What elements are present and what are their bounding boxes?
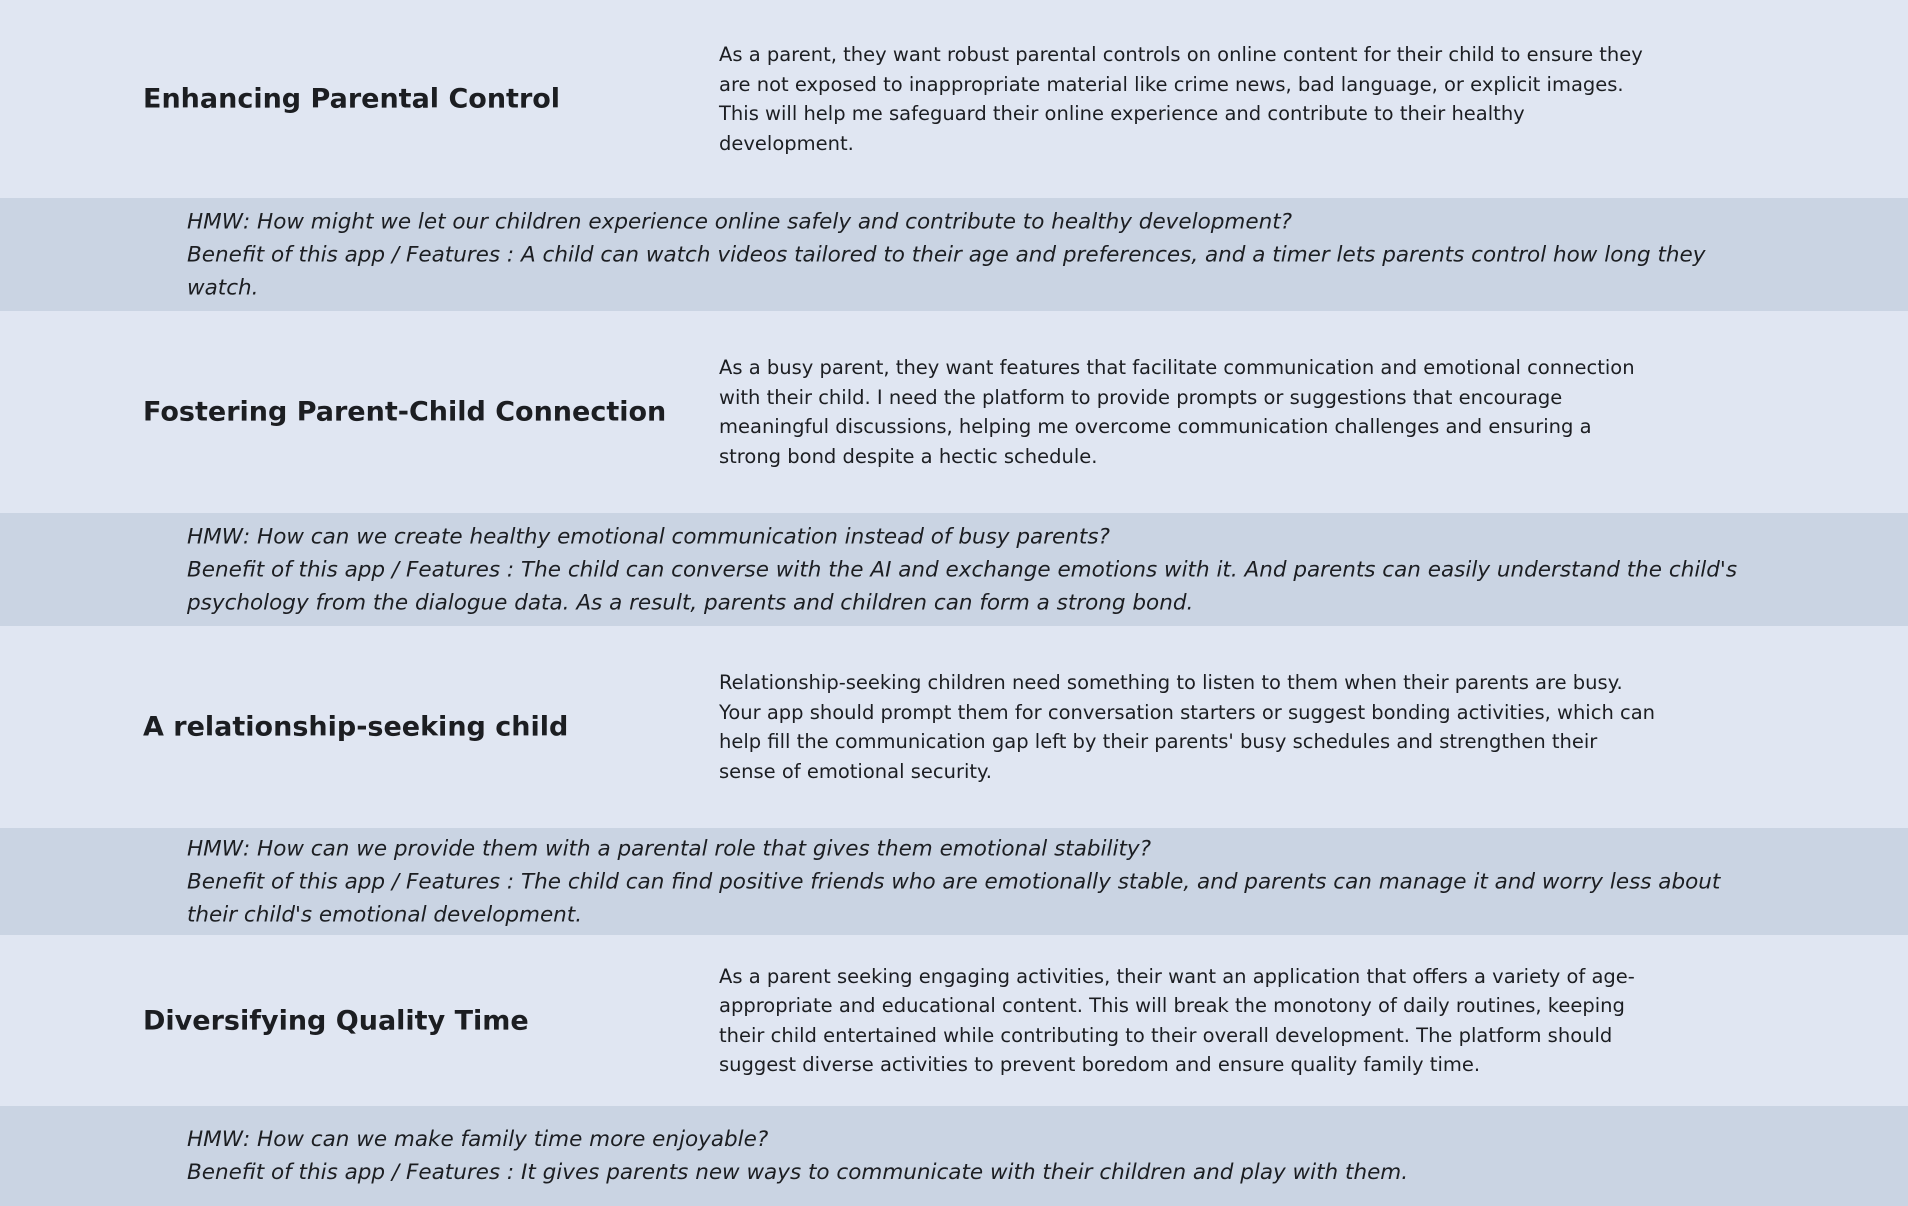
persona-section-relationship-seeking-child	[0, 626, 1908, 828]
hmw-section-relationship-seeking-child	[0, 828, 1908, 935]
persona-title: Diversifying Quality Time	[143, 1005, 529, 1036]
hmw-block	[187, 832, 1767, 931]
hmw-block	[187, 1123, 1767, 1189]
hmw-section-quality-time	[0, 1106, 1908, 1206]
persona-description: Relationship-seeking children need something to listen to them when their parents are busy. Your app should prompt them for conversation starters or suggest bonding activities, which can help fill the communication gap left by their parents' busy schedules and strengthen their sense of emotional security.	[719, 670, 1656, 783]
persona-title: Enhancing Parental Control	[143, 83, 561, 115]
hmw-question: HMW: How might we let our children experience online safely and contribute to healthy development?	[187, 209, 1293, 234]
persona-description: As a parent seeking engaging activities, their want an application that offers a variety of age-appropriate and educational content. This will break the monotony of daily routines, keeping their child entertained while contributing to their overall development. The platform should suggest diverse activities to prevent boredom and ensure quality family time.	[719, 964, 1635, 1077]
persona-description: As a parent, they want robust parental controls on online content for their child to ensure they are not exposed to inappropriate material like crime news, bad language, or explicit images. This will help me safeguard their online experience and contribute to their healthy development.	[719, 42, 1643, 155]
persona-section-quality-time	[0, 935, 1908, 1106]
benefit-text: Benefit of this app / Features : A child can watch videos tailored to their age and preferences, and a timer lets parents control how long they watch.	[187, 242, 1706, 300]
benefit-text: Benefit of this app / Features : The child can converse with the AI and exchange emotions with it. And parents can easily understand the child's psychology from the dialogue data. As a result, parents and children can form a strong bond.	[187, 557, 1738, 615]
hmw-block	[187, 520, 1767, 619]
persona-description: As a busy parent, they want features that facilitate communication and emotional connection with their child. I need the platform to provide prompts or suggestions that encourage meaningful discussions, helping me overcome communication challenges and ensuring a strong bond despite a hectic schedule.	[719, 355, 1635, 468]
hmw-section-parent-child-connection	[0, 513, 1908, 626]
persona-section-parental-control	[0, 0, 1908, 198]
hmw-question: HMW: How can we create healthy emotional communication instead of busy parents?	[187, 524, 1110, 549]
persona-title: A relationship-seeking child	[143, 711, 569, 743]
benefit-text: Benefit of this app / Features : The child can find positive friends who are emotionally stable, and parents can manage it and worry less about their child's emotional development.	[187, 869, 1721, 927]
hmw-section-parental-control	[0, 198, 1908, 311]
persona-title: Fostering Parent-Child Connection	[143, 396, 667, 428]
hmw-block	[187, 205, 1767, 304]
persona-section-parent-child-connection	[0, 311, 1908, 513]
benefit-text: Benefit of this app / Features : It gives parents new ways to communicate with their children and play with them.	[187, 1160, 1409, 1185]
hmw-question: HMW: How can we make family time more enjoyable?	[187, 1127, 769, 1152]
hmw-question: HMW: How can we provide them with a parental role that gives them emotional stability?	[187, 836, 1152, 861]
